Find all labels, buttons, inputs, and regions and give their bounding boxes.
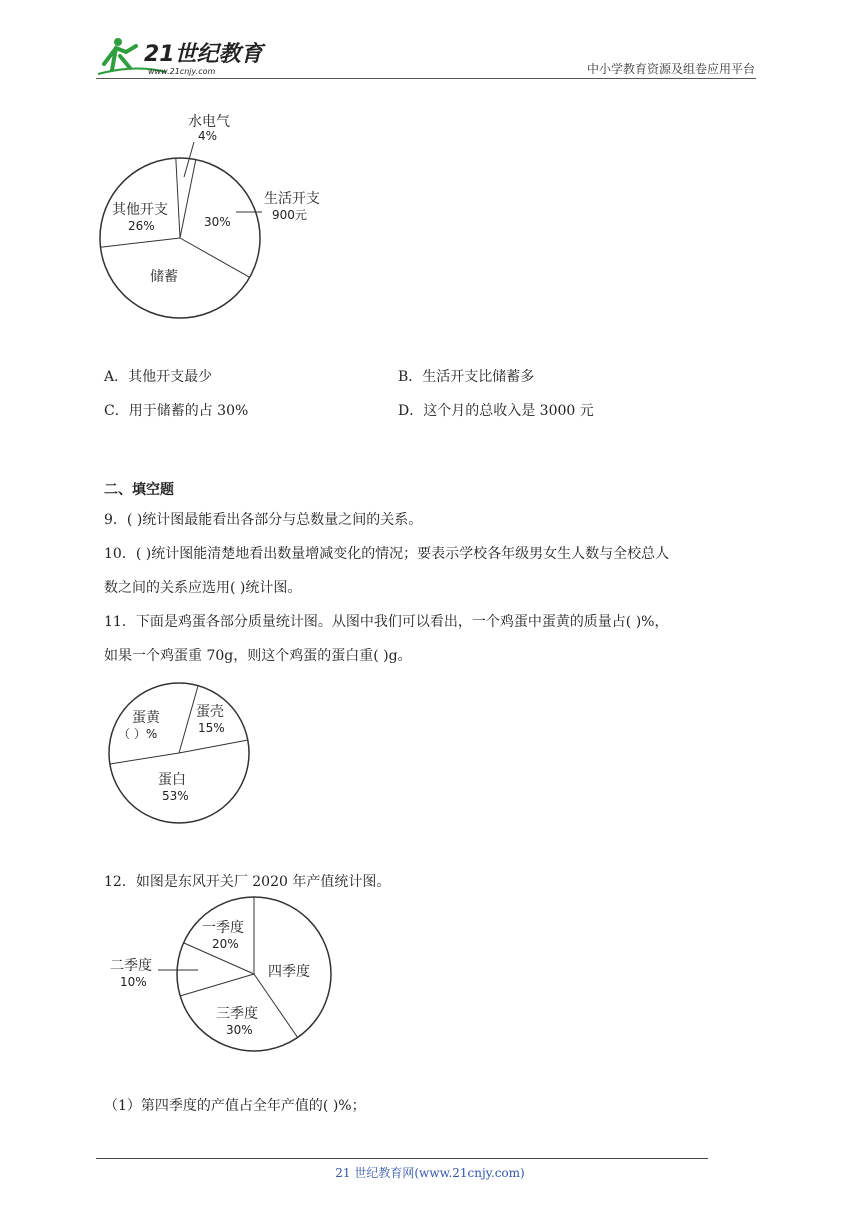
chart1-label-utility: 水电气: [188, 114, 230, 130]
header-divider: [96, 78, 756, 79]
logo-graphic: [96, 34, 266, 78]
chart3-label-q4: 四季度: [268, 964, 310, 980]
footer-site-link[interactable]: 21 世纪教育网(www.21cnjy.com): [335, 1166, 525, 1180]
chart1-pct-other: 26%: [128, 219, 155, 233]
chart3-pct-q2: 10%: [120, 975, 147, 989]
question-12-part1: （1）第四季度的产值占全年产值的( )%；: [104, 1098, 366, 1114]
header-platform-text: 中小学教育资源及组卷应用平台: [586, 62, 755, 76]
chart3-pie: [104, 896, 344, 1056]
site-logo[interactable]: [96, 34, 266, 78]
chart1-pct-utility: 4%: [198, 129, 218, 143]
question-10-line2: 数之间的关系应选用( )统计图。: [104, 580, 302, 596]
chart2-label-white: 蛋白: [158, 772, 186, 788]
question-11-line1: 11．下面是鸡蛋各部分质量统计图。从图中我们可以看出，一个鸡蛋中蛋黄的质量占( )%，: [104, 614, 669, 630]
option-a[interactable]: A．其他开支最少: [104, 369, 213, 385]
chart2-label-shell: 蛋壳: [196, 704, 224, 720]
chart1-label-living: 生活开支: [264, 191, 320, 207]
chart2-pct-yolk: （ ）%: [118, 727, 158, 741]
chart3-label-q1: 一季度: [202, 920, 244, 936]
option-d[interactable]: D．这个月的总收入是 3000 元: [398, 403, 594, 419]
footer-divider: [96, 1158, 708, 1159]
chart3-pct-q1: 20%: [212, 937, 239, 951]
chart3-pct-q3: 30%: [226, 1023, 253, 1037]
chart2-pct-white: 53%: [162, 789, 189, 803]
chart1-pie: [96, 104, 336, 324]
option-b[interactable]: B．生活开支比储蓄多: [398, 369, 535, 385]
chart1-label-other: 其他开支: [112, 202, 168, 218]
chart2-pct-shell: 15%: [198, 721, 225, 735]
logo-text: 21世纪教育: [144, 42, 263, 67]
question-12: 12．如图是东风开关厂 2020 年产值统计图。: [104, 874, 391, 890]
section-title-fill-in: 二、填空题: [104, 482, 174, 498]
question-11-line2: 如果一个鸡蛋重 70g，则这个鸡蛋的蛋白重( )g。: [104, 648, 412, 664]
chart1-amount-living: 900元: [272, 208, 307, 222]
chart1-label-savings: 储蓄: [150, 269, 178, 285]
logo-url: www.21cnjy.com: [148, 67, 216, 76]
question-9: 9．( )统计图最能看出各部分与总数量之间的关系。: [104, 512, 423, 528]
chart3-label-q2: 二季度: [110, 958, 152, 974]
chart3-label-q3: 三季度: [216, 1006, 258, 1022]
option-c[interactable]: C．用于储蓄的占 30%: [104, 403, 249, 419]
chart2-label-yolk: 蛋黄: [132, 710, 160, 726]
chart2-pie: [104, 678, 254, 828]
question-10-line1: 10．( )统计图能清楚地看出数量增减变化的情况；要表示学校各年级男女生人数与全校总人: [104, 546, 670, 562]
chart1-pct-living: 30%: [204, 215, 231, 229]
